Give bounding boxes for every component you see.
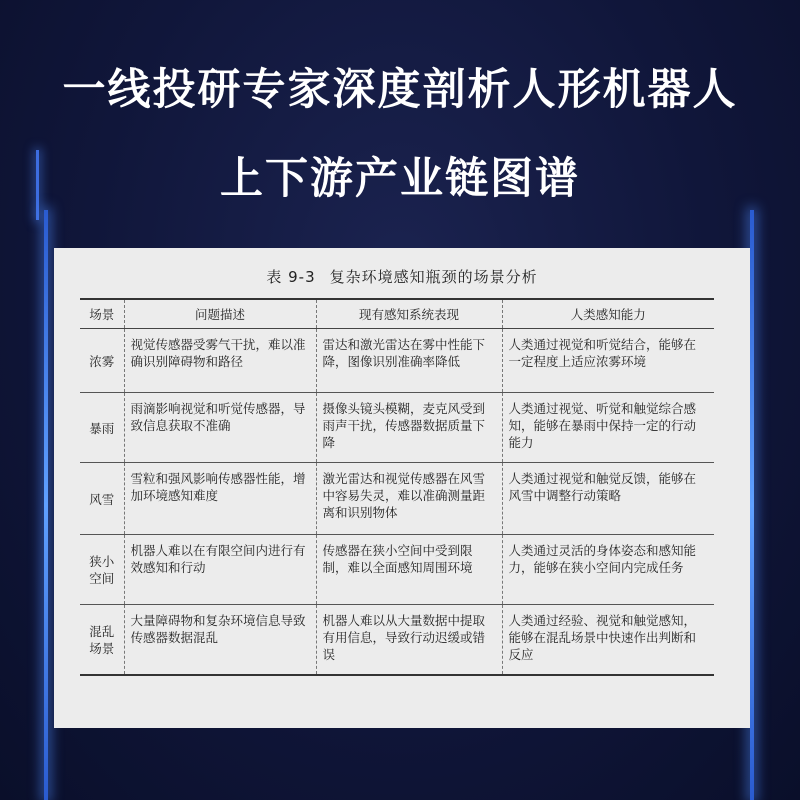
cell-human: 人类通过视觉和触觉反馈，能够在风雪中调整行动策略 (502, 463, 714, 535)
table-number: 表 9-3 (266, 268, 316, 286)
cell-system: 机器人难以从大量数据中提取有用信息，导致行动迟缓或错误 (316, 605, 502, 675)
table-title: 复杂环境感知瓶颈的场景分析 (329, 268, 538, 286)
header-problem: 问题描述 (124, 299, 316, 329)
table-row (80, 605, 714, 675)
cell-human: 人类通过视觉、听觉和触觉综合感知，能够在暴雨中保持一定的行动能力 (502, 393, 714, 463)
cell-scene: 狭小空间 (80, 535, 124, 605)
table-row (80, 463, 714, 535)
table-caption (54, 266, 750, 287)
cell-problem: 机器人难以在有限空间内进行有效感知和行动 (124, 535, 316, 605)
cell-scene: 暴雨 (80, 393, 124, 463)
cell-system: 摄像头镜头模糊，麦克风受到雨声干扰，传感器数据质量下降 (316, 393, 502, 463)
cell-problem: 雪粒和强风影响传感器性能，增加环境感知难度 (124, 463, 316, 535)
table-row (80, 329, 714, 393)
headline-line-2: 上下游产业链图谱 (220, 154, 580, 204)
cell-problem: 大量障碍物和复杂环境信息导致传感器数据混乱 (124, 605, 316, 675)
cell-system: 雷达和激光雷达在雾中性能下降，图像识别准确率降低 (316, 329, 502, 393)
cell-system: 激光雷达和视觉传感器在风雪中容易失灵，难以准确测量距离和识别物体 (316, 463, 502, 535)
header-system: 现有感知系统表现 (316, 299, 502, 329)
cell-system: 传感器在狭小空间中受到限制，难以全面感知周围环境 (316, 535, 502, 605)
table-row (80, 535, 714, 605)
header-human: 人类感知能力 (502, 299, 714, 329)
headline-line-1: 一线投研专家深度剖析人形机器人 (62, 65, 738, 115)
cell-problem: 雨滴影响视觉和听觉传感器，导致信息获取不准确 (124, 393, 316, 463)
cell-human: 人类通过视觉和听觉结合，能够在一定程度上适应浓雾环境 (502, 329, 714, 393)
cell-scene: 浓雾 (80, 329, 124, 393)
cell-human: 人类通过灵活的身体姿态和感知能力，能够在狭小空间内完成任务 (502, 535, 714, 605)
header-scene: 场景 (80, 299, 124, 329)
cell-scene: 混乱场景 (80, 605, 124, 675)
table-row (80, 393, 714, 463)
table-page (54, 248, 750, 728)
cell-problem: 视觉传感器受雾气干扰，难以准确识别障碍物和路径 (124, 329, 316, 393)
decorative-glow-right (750, 210, 754, 800)
scenario-table (80, 298, 714, 676)
decorative-glow-left (44, 210, 48, 800)
table-header-row (80, 299, 714, 329)
cell-human: 人类通过经验、视觉和触觉感知，能够在混乱场景中快速作出判断和反应 (502, 605, 714, 675)
cell-scene: 风雪 (80, 463, 124, 535)
